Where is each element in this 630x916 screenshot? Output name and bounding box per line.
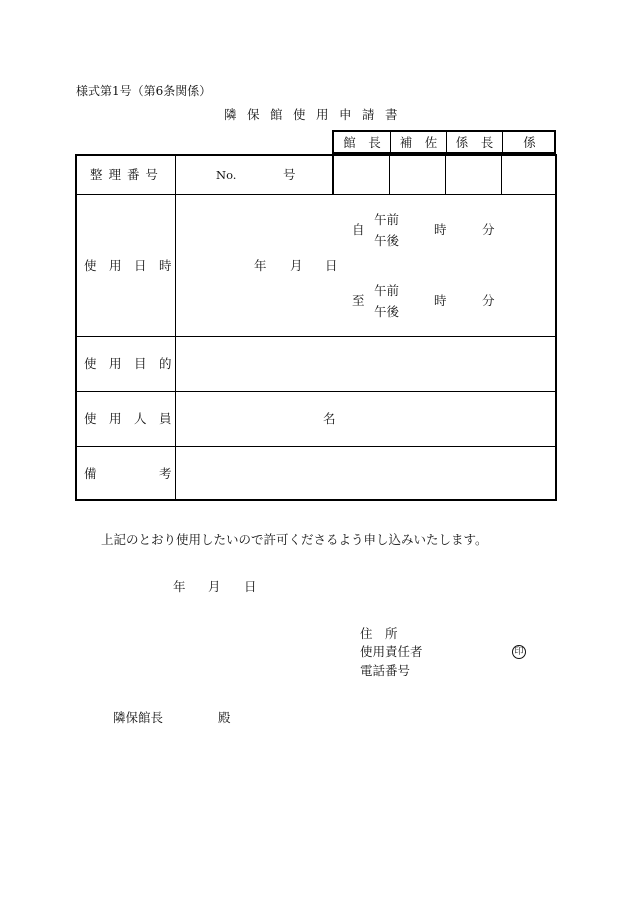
time-from-hour-unit: 時: [434, 222, 447, 237]
applicant-address-label: 住 所: [360, 626, 398, 641]
time-from-am: 午前: [374, 212, 400, 227]
people-count-unit: 名: [323, 411, 336, 426]
time-to-hour-unit: 時: [434, 293, 447, 308]
document-title: 隣保館使用申請書: [224, 107, 409, 122]
column-divider: [501, 156, 502, 194]
time-to-minute-unit: 分: [482, 293, 495, 308]
remarks-label-right: 考: [159, 466, 172, 481]
applicant-responsible-label: 使用責任者: [360, 644, 423, 659]
row-divider: [77, 446, 555, 447]
addressee-honorific: 殿: [218, 710, 231, 725]
approval-stamp-table: [332, 130, 556, 154]
row-divider: [77, 391, 555, 392]
column-divider: [332, 156, 334, 194]
usage-purpose-label: 使 用 目 的: [84, 356, 172, 371]
reference-gou-unit: 号: [283, 167, 296, 182]
reference-number-label: 整 理 番 号: [90, 167, 159, 182]
approval-cell-chief: 係 長: [455, 135, 494, 150]
applicant-phone-label: 電話番号: [360, 663, 411, 678]
date-month-unit: 月: [290, 258, 303, 273]
date-day-unit: 日: [325, 258, 338, 273]
time-from-pm: 午後: [374, 233, 400, 248]
date-line-year: 年: [173, 579, 186, 594]
column-divider: [389, 156, 390, 194]
time-to-am: 午前: [374, 283, 400, 298]
row-divider: [77, 336, 555, 337]
usage-people-label: 使 用 人 員: [84, 411, 172, 426]
row-divider: [77, 194, 555, 195]
reference-no-prefix: No.: [216, 168, 237, 182]
application-table: [75, 154, 557, 501]
column-divider: [445, 156, 446, 194]
date-line-month: 月: [208, 579, 221, 594]
column-divider: [175, 156, 176, 499]
seal-mark: 印: [512, 645, 526, 659]
time-from-minute-unit: 分: [482, 222, 495, 237]
form-number: 様式第1号（第6条関係）: [76, 84, 212, 98]
date-line-day: 日: [244, 579, 257, 594]
approval-cell-staff: 係: [523, 135, 536, 150]
approval-cell-director: 館 長: [343, 135, 381, 150]
remarks-label-left: 備: [84, 466, 97, 481]
time-to-pm: 午後: [374, 304, 400, 319]
application-statement: 上記のとおり使用したいので許可くださるよう申し込みいたします。: [101, 532, 488, 547]
addressee-name: 隣保館長: [113, 710, 164, 725]
date-year-unit: 年: [254, 258, 267, 273]
time-from-label: 自: [352, 222, 365, 237]
usage-datetime-label: 使 用 日 時: [84, 258, 172, 273]
approval-cell-assistant: 補 佐: [399, 135, 438, 150]
time-to-label: 至: [352, 293, 365, 308]
